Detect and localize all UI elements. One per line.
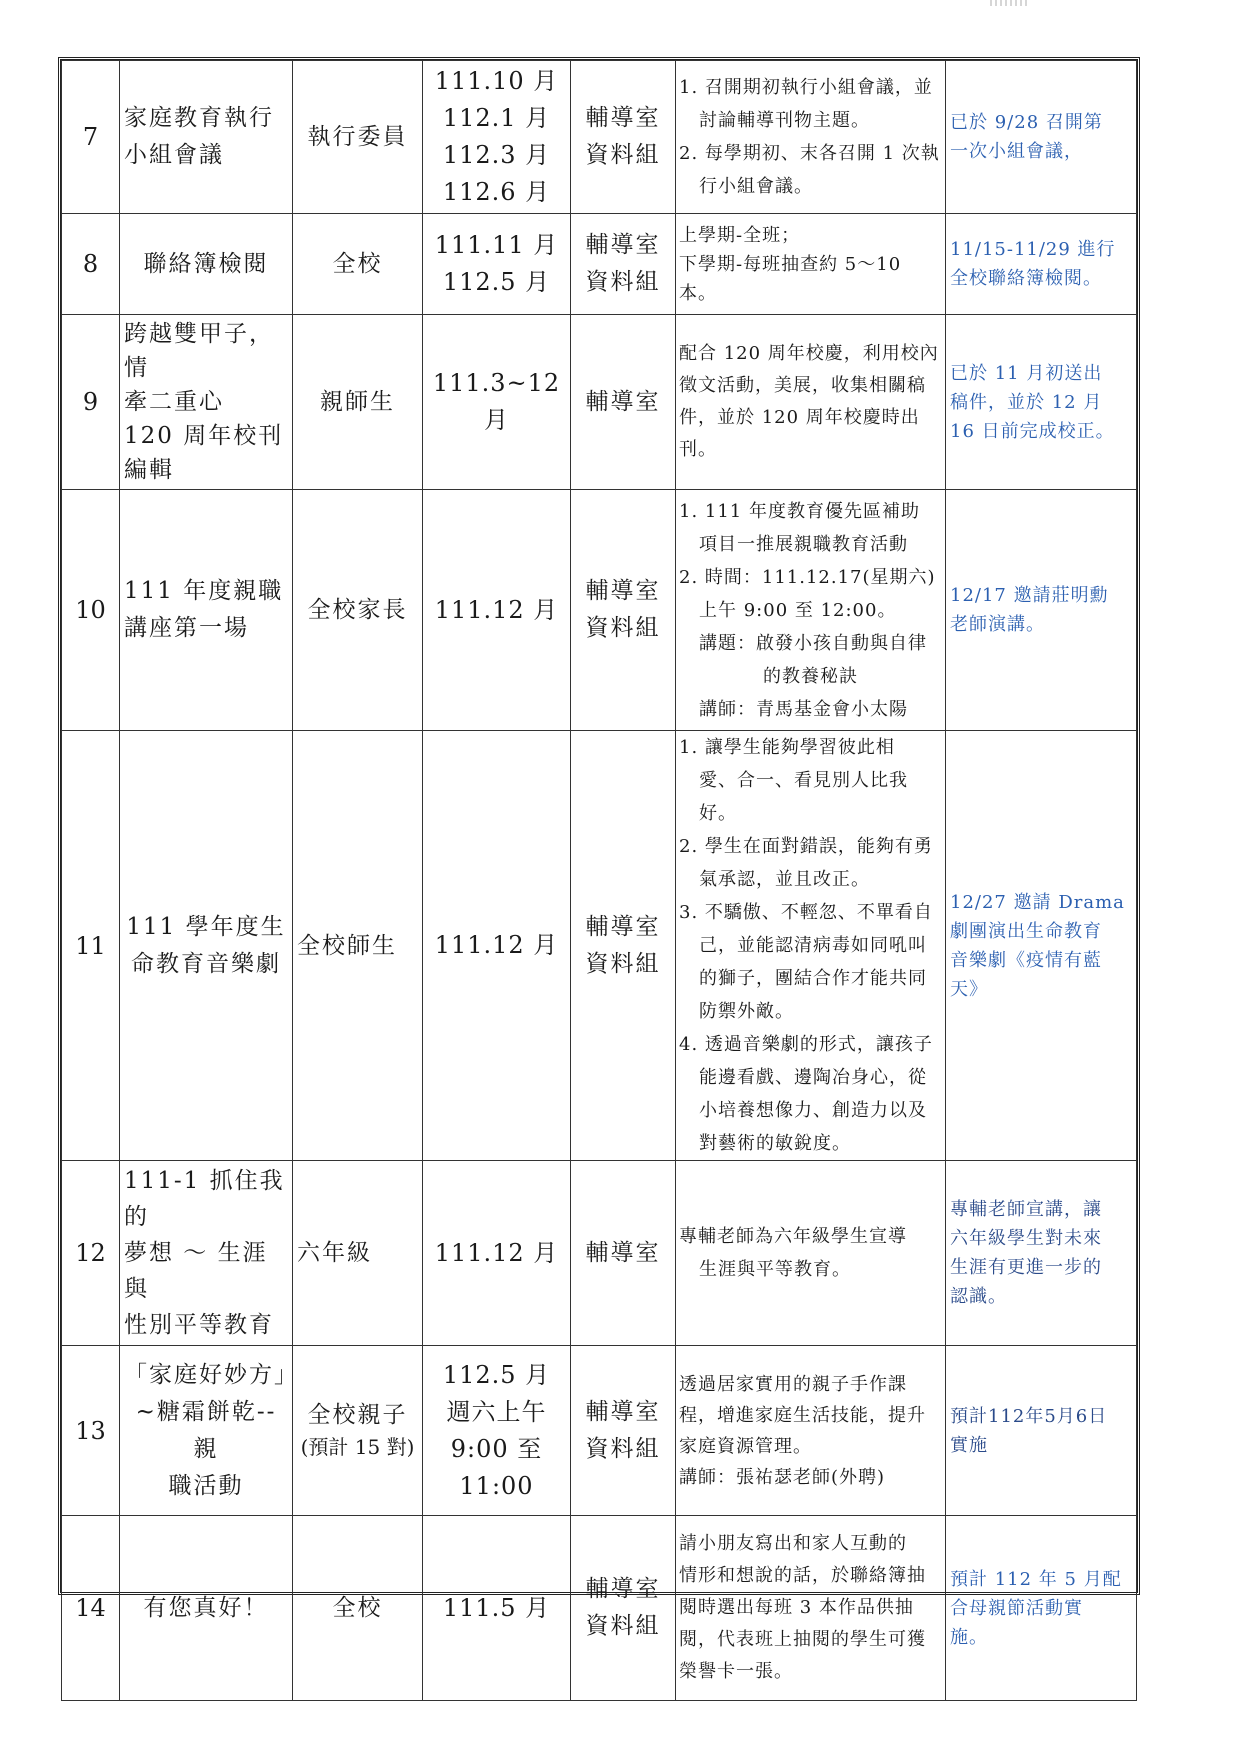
schedule: 111.10 月 112.1 月 112.3 月 112.6 月 <box>423 61 571 214</box>
row-number: 11 <box>62 731 120 1161</box>
responsible-unit: 輔導室 資料組 <box>571 490 676 731</box>
participants: 全校親子 (預計 15 對) <box>293 1346 423 1516</box>
table-row <box>62 1516 1137 1701</box>
schedule: 111.11 月 112.5 月 <box>423 214 571 315</box>
activity-title: 111-1 抓住我的 夢想 ～ 生涯與 性別平等教育 <box>120 1161 293 1346</box>
row-number: 13 <box>62 1346 120 1516</box>
table-row <box>62 490 1137 731</box>
row-number: 12 <box>62 1161 120 1346</box>
activity-title: 聯絡簿檢閱 <box>120 214 293 315</box>
execution-result: 11/15-11/29 進行 全校聯絡簿檢閱。 <box>946 214 1137 315</box>
participants: 親師生 <box>293 315 423 490</box>
activity-title: 跨越雙甲子，情 牽二重心 120 周年校刊 編輯 <box>120 315 293 490</box>
schedule: 111.3~12 月 <box>423 315 571 490</box>
execution-result: 12/27 邀請 Drama 劇團演出生命教育 音樂劇《疫情有藍 天》 <box>946 731 1137 1161</box>
responsible-unit: 輔導室 資料組 <box>571 1346 676 1516</box>
table-row <box>62 1161 1137 1346</box>
participants: 六年級 <box>293 1161 423 1346</box>
activity-content: 請小朋友寫出和家人互動的 情形和想說的話，於聯絡簿抽 閱時選出每班 3 本作品供抽 閱，代表班上抽閱的學生可獲 榮譽卡一張。 <box>676 1516 946 1701</box>
activity-content: 上學期-全班； 下學期-每班抽查約 5～10 本。 <box>676 214 946 315</box>
table-row <box>62 214 1137 315</box>
participants: 全校家長 <box>293 490 423 731</box>
row-number: 8 <box>62 214 120 315</box>
activity-title: 「家庭好妙方」 ~糖霜餅乾--親 職活動 <box>120 1346 293 1516</box>
responsible-unit: 輔導室 資料組 <box>571 214 676 315</box>
activity-content: 專輔老師為六年級學生宣導 生涯與平等教育。 <box>676 1161 946 1346</box>
activity-content: 1. 讓學生能夠學習彼此相 愛、合一、看見別人比我好。 2. 學生在面對錯誤，能夠有勇 氣承認，並且改正。 3. 不驕傲、不輕忽、不單看自 己，並能認清病毒如同吼叫 的獅子，團結合作才能共同 防禦外敵。 4. 透過音樂劇的形式，讓孩子 能邊看戲、邊陶冶身心，從 小培養想像力、創造力以及 對藝術的敏銳度。 <box>676 731 946 1161</box>
participants: 執行委員 <box>293 61 423 214</box>
activity-title: 家庭教育執行 小組會議 <box>120 61 293 214</box>
responsible-unit: 輔導室 <box>571 1161 676 1346</box>
schedule: 111.12 月 <box>423 731 571 1161</box>
responsible-unit: 輔導室 <box>571 315 676 490</box>
execution-result: 預計 112 年 5 月配 合母親節活動實 施。 <box>946 1516 1137 1701</box>
responsible-unit: 輔導室 資料組 <box>571 61 676 214</box>
activity-title: 有您真好！ <box>120 1516 293 1701</box>
table-row <box>62 1346 1137 1516</box>
activity-content: 配合 120 周年校慶，利用校內 徵文活動，美展，收集相關稿 件，並於 120 周年校慶時出 刊。 <box>676 315 946 490</box>
participants: 全校師生 <box>293 731 423 1161</box>
table-row <box>62 315 1137 490</box>
participants: 全校 <box>293 214 423 315</box>
execution-result: 12/17 邀請莊明勳 老師演講。 <box>946 490 1137 731</box>
activity-content: 1. 召開期初執行小組會議，並 討論輔導刊物主題。 2. 每學期初、末各召開 1 次執 行小組會議。 <box>676 61 946 214</box>
row-number: 7 <box>62 61 120 214</box>
execution-result: 專輔老師宣講，讓 六年級學生對未來 生涯有更進一步的 認識。 <box>946 1161 1137 1346</box>
activity-table <box>61 60 1137 1701</box>
activity-title: 111 學年度生 命教育音樂劇 <box>120 731 293 1161</box>
activity-title: 111 年度親職 講座第一場 <box>120 490 293 731</box>
row-number: 14 <box>62 1516 120 1701</box>
responsible-unit: 輔導室 資料組 <box>571 1516 676 1701</box>
execution-result: 已於 9/28 召開第 一次小組會議， <box>946 61 1137 214</box>
execution-result: 預計112年5月6日 實施 <box>946 1346 1137 1516</box>
row-number: 10 <box>62 490 120 731</box>
responsible-unit: 輔導室 資料組 <box>571 731 676 1161</box>
schedule: 111.5 月 <box>423 1516 571 1701</box>
schedule: 111.12 月 <box>423 1161 571 1346</box>
table-row <box>62 731 1137 1161</box>
schedule: 111.12 月 <box>423 490 571 731</box>
activity-table-frame <box>58 57 1140 1682</box>
participants: 全校 <box>293 1516 423 1701</box>
schedule: 112.5 月 週六上午 9:00 至 11:00 <box>423 1346 571 1516</box>
activity-content: 1. 111 年度教育優先區補助 項目一推展親職教育活動 2. 時間：111.12.17(星期六) 上午 9:00 至 12:00。 講題：啟發小孩自動與自律 的教養秘訣 講師：青馬基金會小太陽 <box>676 490 946 731</box>
table-row <box>62 61 1137 214</box>
row-number: 9 <box>62 315 120 490</box>
activity-content: 透過居家實用的親子手作課 程，增進家庭生活技能，提升 家庭資源管理。 講師：張祐瑟老師(外聘) <box>676 1346 946 1516</box>
execution-result: 已於 11 月初送出 稿件，並於 12 月 16 日前完成校正。 <box>946 315 1137 490</box>
scan-artifact <box>990 0 1030 6</box>
